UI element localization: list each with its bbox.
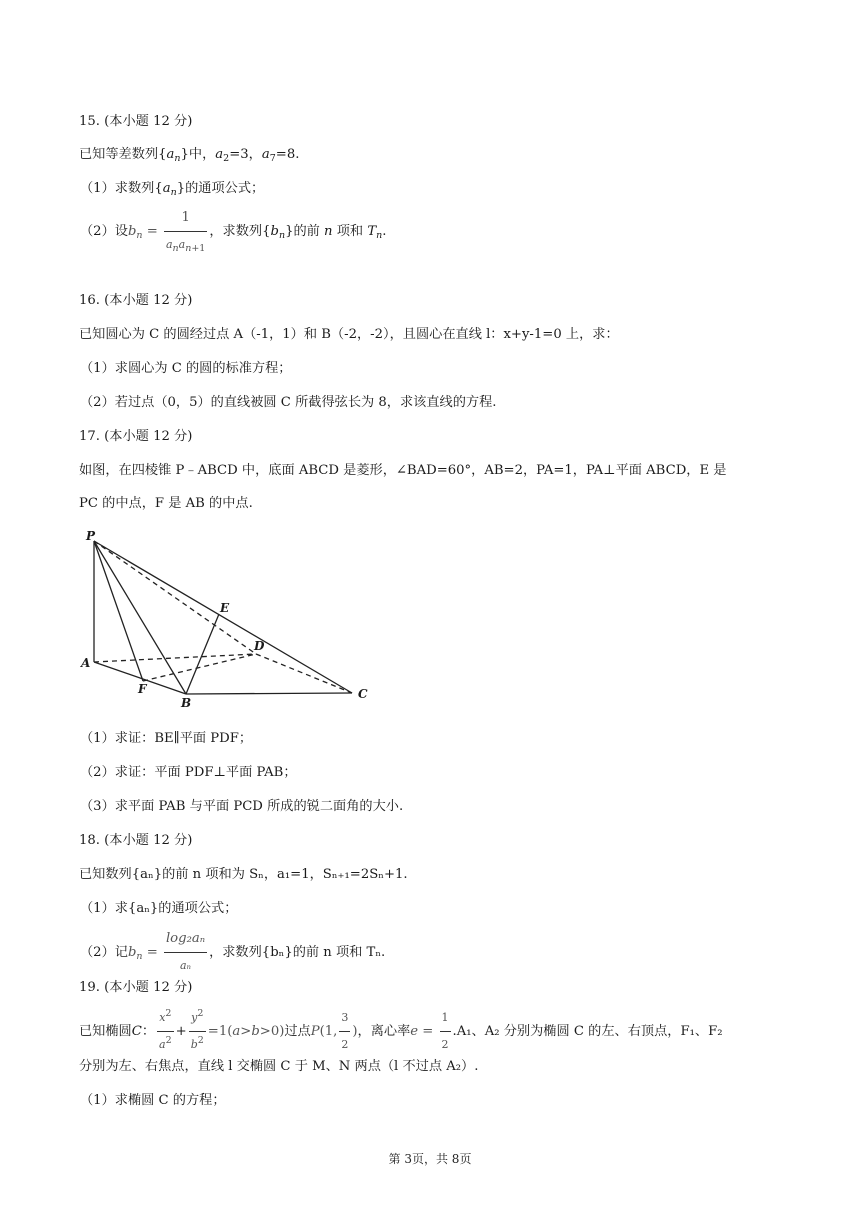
q19-header: 19. (本小题 12 分)	[79, 980, 193, 995]
q18-intro: 已知数列{aₙ}的前 n 项和为 Sₙ，a₁=1，Sₙ₊₁=2Sₙ+1.	[79, 867, 408, 882]
pyramid-figure	[78, 528, 378, 708]
q19-part1: （1）求椭圆 C 的方程；	[80, 1093, 226, 1108]
q18-part1: （1）求{aₙ}的通项公式；	[80, 901, 238, 916]
label-F: F	[138, 682, 147, 696]
q15-part2: （2）设$b_n$ = $\frac{1}{a_na_{n+1}}$ ，求数列$\{b_n\}$的前 n 项和 $T_n$.	[80, 206, 386, 257]
q15-fraction: $\frac{1}{a_na_{n+1}}$	[164, 206, 207, 257]
q19-line2: 分别为左、右焦点，直线 l 交椭圆 C 于 M、N 两点（l 不过点 A₂）.	[79, 1059, 479, 1074]
q19-intro: 已知椭圆C： $\frac{x^2}{a^2}$ + $\frac{y^2}{b^2}$ =1(a>b>0)过点P(1, $\frac{3}{2}$ )，离心率e = $\frac{1}{2}$ .A₁、A₂ 分别为椭圆 C 的左、右顶点，F₁、F₂	[79, 1006, 723, 1057]
q17-part3: （3）求平面 PAB 与平面 PCD 所成的锐二面角的大小.	[80, 799, 404, 814]
q17-part1: （1）求证：BE∥平面 PDF；	[80, 731, 253, 746]
q16-intro: 已知圆心为 C 的圆经过点 A（-1，1）和 B（-2，-2），且圆心在直线 l：x+y-1=0 上，求：	[79, 327, 619, 342]
label-D: D	[254, 639, 265, 653]
q16-part1: （1）求圆心为 C 的圆的标准方程；	[80, 361, 292, 376]
q17-intro-line1: 如图，在四棱锥 P﹣ABCD 中，底面 ABCD 是菱形，∠BAD=60°，AB=2，PA=1，PA⊥平面 ABCD，E 是	[79, 463, 727, 478]
page-footer: 第 3页，共 8页	[388, 1152, 472, 1166]
q15-header: 15. (本小题 12 分)	[79, 114, 193, 129]
q16-part2: （2）若过点（0，5）的直线被圆 C 所截得弦长为 8，求该直线的方程.	[80, 395, 497, 410]
q15-intro: 已知等差数列$\{a_n\}$中，$a_2=3$，$a_7=8$.	[79, 147, 300, 164]
q16-header: 16. (本小题 12 分)	[79, 293, 193, 308]
q18-part2: （2）记$b_n$ = $\frac{\text{log₂aₙ}}{\text{aₙ}}$ ，求数列{bₙ}的前 n 项和 Tₙ.	[80, 927, 385, 978]
q15-part1: （1）求数列$\{a_n\}$的通项公式；	[80, 181, 265, 198]
label-P: P	[86, 529, 96, 543]
label-C: C	[358, 687, 368, 701]
q17-header: 17. (本小题 12 分)	[79, 429, 193, 444]
q17-intro-line2: PC 的中点，F 是 AB 的中点.	[79, 496, 253, 511]
q17-part2: （2）求证：平面 PDF⊥平面 PAB；	[80, 765, 297, 780]
q18-header: 18. (本小题 12 分)	[79, 833, 193, 848]
label-A: A	[81, 656, 91, 670]
q18-fraction: $\frac{\text{log₂aₙ}}{\text{aₙ}}$	[164, 927, 207, 978]
label-E: E	[220, 601, 230, 615]
label-B: B	[181, 696, 192, 708]
